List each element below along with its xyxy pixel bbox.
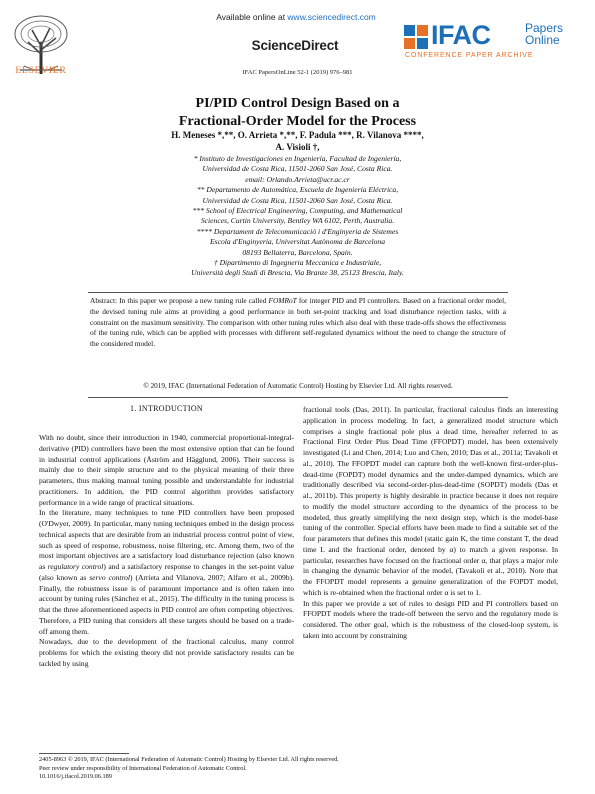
ifac-papers-label: Papers <box>525 21 564 35</box>
affiliation-line: Sciences, Curtin University, Bentley WA 6102, Perth, Australia. <box>200 216 395 226</box>
paragraph-text: ) (Arrieta and Vilanova, 2007; Alfaro et al., 2009b). Finally, the robustness issue is of paramount importance and is often taken into account by tuning rules (Sánchez et al., 2015). The difficulty in the tuning process is that the three aforementioned aspects in PID control are often competing objectives. Therefore, a PID tuning that considers all these targets should be based on a trade-off among them. <box>39 572 294 636</box>
journal-header <box>0 0 595 92</box>
footer-issn: 2405-8963 © 2019, IFAC (International Federation of Automatic Control) Hosting by Elsevier Ltd. All rights reserved. <box>39 756 339 763</box>
footer-doi[interactable]: 10.1016/j.ifacol.2019.06.189 <box>39 773 112 781</box>
author-list <box>60 130 535 153</box>
title-line-2: Fractional-Order Model for the Process <box>178 114 417 129</box>
left-column <box>39 433 294 670</box>
availability-line <box>186 12 406 22</box>
footer-rule <box>39 753 129 754</box>
paragraph-text: In the literature, many techniques to tune PID controllers have been proposed (O'Dwyer, 2009). In particular, many tuning techniques embed in the design process technical aspects that are desirable from an industrial process control point of view, such as speed of response, robustness, noise filtering, etc. Among them, two of the most important objectives are a satisfactory load disturbance rejection (also known as <box>39 508 294 571</box>
paragraph <box>39 508 294 637</box>
paragraph-text: ) and a satisfactory response to changes in the set-point value (also known as <box>39 562 294 582</box>
paper-title <box>60 95 535 131</box>
paragraph: fractional tools (Das, 2011). In particular, fractional calculus finds an interesting application in process modeling. In fact, a generalized model structure which comprises a single fractional pole plus a dead time, hereafter referred to as Fractional First Order Plus Dead Time (FFOPDT) model, has been extensively investigated (Li and Chen, 2014; Luo and Chen, 2010; Das et al., 2011a; Tavakoli et al., 2010). The FFOPDT model can capture both the well-known first-order-plus-dead-time (FOPDT) model dynamics and the under-damped dynamics, which are traditionally described via second-order-plus-dead-time (SOPDT) models (Das et al., 2011b). This property is highly desirable in practice because it does not require to modify the model structure according to the dynamics of the process to be modeled, thus greatly simplifying the next design step, which is the model-base tuning of the controller. Special efforts have been made to find a suitable set of the four parameters that defines this model (static gain K, the time constant T, the dead time L and the fractional order, denoted by α) to match a given response. In particular, researches have focused on the fractional order α, that plays a major role in changing the dynamic behavior of the model, (Tavakoli et al., 2010). Note that the FFOPDT model represents a genuine generalization of the FOPDT model, which is re-obtained when the fractional order α is set to 1. <box>303 405 558 597</box>
available-prefix: Available online at <box>216 12 288 22</box>
ifac-wordmark: IFAC <box>431 20 491 50</box>
term-servo-control: servo control <box>89 572 131 582</box>
copyright-notice: © 2019, IFAC (International Federation of Automatic Control) Hosting by Elsevier Ltd. All rights reserved. <box>143 382 453 390</box>
sciencedirect-wordmark: ScienceDirect <box>251 38 339 53</box>
abstract <box>90 296 506 350</box>
abstract-text-start: Abstract: In this paper we propose a new tuning rule called <box>90 296 269 305</box>
journal-reference: IFAC PapersOnLine 52-1 (2019) 976–981 <box>242 69 353 76</box>
footer-peer-review: Peer review under responsibility of International Federation of Automatic Control. <box>39 764 247 772</box>
affiliation-email: email: Orlando.Arrieta@ucr.ac.cr <box>245 174 350 184</box>
authors-line-1: H. Meneses *,**, O. Arrieta *,**, F. Padula ***, R. Vilanova ****, <box>171 130 424 140</box>
right-column <box>303 405 558 642</box>
ifac-subtitle: CONFERENCE PAPER ARCHIVE <box>405 52 534 59</box>
abstract-keyword: FOMRoT <box>268 296 297 305</box>
authors-line-2: A. Visioli †, <box>275 141 320 152</box>
affiliation-line: ** Departamento de Automática, Escuela de Ingeniería Eléctrica, <box>196 185 399 195</box>
affiliation-line: Escola d'Enginyeria, Universitat Autònoma de Barcelona <box>210 237 385 247</box>
section-heading-introduction: 1. INTRODUCTION <box>130 404 203 413</box>
affiliation-line: Universidad de Costa Rica, 11501-2060 San José, Costa Rica. <box>202 195 393 205</box>
affiliation-line: Universidad de Costa Rica, 11501-2060 San José, Costa Rica. <box>202 164 393 174</box>
title-line-1: PI/PID Control Design Based on a <box>195 96 400 111</box>
ifac-online-label: Online <box>525 33 560 47</box>
abstract-text-end: for integer PID and PI controllers. Based on a fractional order model, the devised tuning rule aims at providing a good performance in both set-point tracking and load disturbance rejection tasks, with a constraint on the maximum sensitivity. The comparison with other tuning rules which also deal with these trade-offs shows the effectiveness of the tuning rule, which can be applied with processes with different self-regulated dynamics without the need to change the structure of the considered model. <box>90 296 506 349</box>
affiliation-line: 08193 Bellaterra, Barcelona, Spain. <box>242 247 353 257</box>
ifac-globe-icon <box>403 24 429 50</box>
paragraph: With no doubt, since their introduction in 1940, commercial proportional-integral-derivative (PID) controllers have been the most extensive option that can be found in industrial control applications (Åström and Hägglund, 2006). Their success is mainly due to their simple structure and to the physical meaning of their three parameters, thus making manual tuning possible and understandable for industrial practitioners. In addition, the PID control algorithm provides satisfactory performance in a wide range of practical situations. <box>39 433 294 507</box>
ifac-logo-block <box>403 22 589 67</box>
footer <box>39 756 559 782</box>
affiliation-line: † Dipartimento di Ingegneria Meccanica e Industriale, <box>213 258 382 268</box>
affiliation-line: **** Departament de Telecomunicació i d'Enginyeria de Sistemes <box>196 226 399 236</box>
term-regulatory-control: regulatory control <box>47 562 104 571</box>
paragraph: In this paper we provide a set of rules to design PID and PI controllers based on FFOPDT models where the trade-off between the servo and the regulatory mode is considered. The other goal, which is the robustness of the closed-loop system, is taken into account by constraining <box>303 598 558 640</box>
affiliations <box>80 154 515 279</box>
elsevier-wordmark: ELSEVIER <box>15 66 67 76</box>
affiliation-line: *** School of Electrical Engineering, Computing, and Mathematical <box>192 206 403 216</box>
paragraph: Nowadays, due to the development of the fractional calculus, many control problems for which the existing theory did not provide satisfactory results can be tackled by using <box>39 637 294 668</box>
affiliation-line: * Instituto de Investigaciones en Ingeniería, Facultad de Ingeniería, <box>193 154 402 163</box>
sciencedirect-link[interactable]: www.sciencedirect.com <box>287 12 376 22</box>
affiliation-line: Università degli Studi di Brescia, Via Branze 38, 25123 Brescia, Italy. <box>191 268 404 278</box>
